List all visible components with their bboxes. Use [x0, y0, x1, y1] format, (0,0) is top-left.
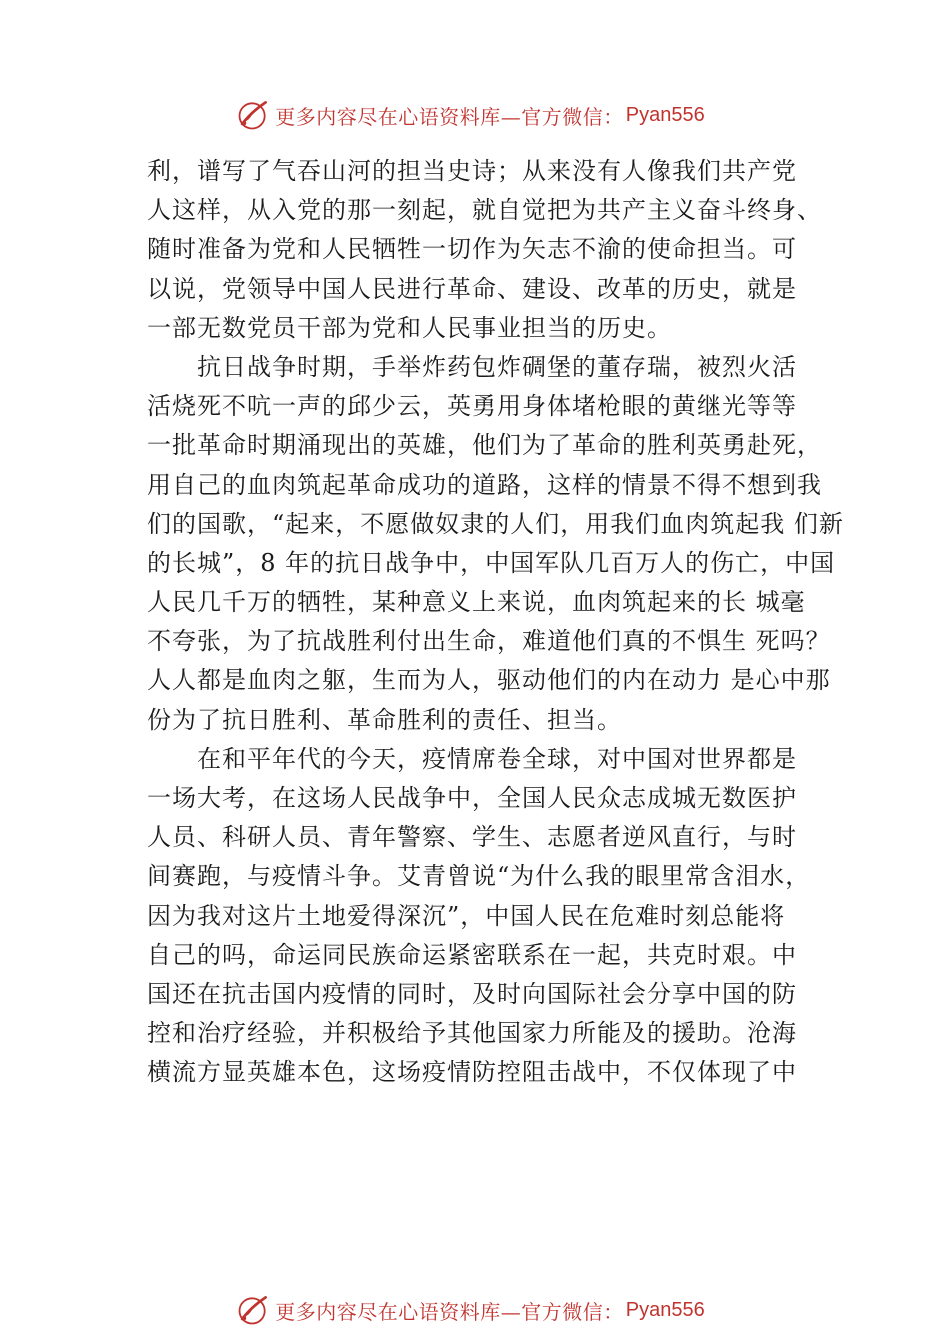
- paragraph-1: [147, 152, 847, 348]
- text-line: 不夸张，为了抗战胜利付出生命，难道他们真的不惧生 死吗？: [147, 627, 831, 656]
- text-line: 横流方显英雄本色，这场疫情防控阻击战中，不仅体现了中: [147, 1058, 797, 1087]
- text-line: 人这样，从入党的那一刻起，就自觉把为共产主义奋斗终身、: [147, 196, 822, 225]
- text-line: 人员、科研人员、青年警察、学生、志愿者逆风直行，与时: [147, 823, 797, 852]
- text-line: 国还在抗击国内疫情的同时，及时向国际社会分享中国的防: [147, 979, 797, 1008]
- text-line: 控和治疗经验，并积极给予其他国家力所能及的援助。沧海: [147, 1019, 797, 1048]
- text-line: 以说，党领导中国人民进行革命、建设、改革的历史，就是: [147, 274, 797, 303]
- text-line: 一部无数党员干部为党和人民事业担当的历史。: [147, 313, 672, 342]
- text-line: 一场大考，在这场人民战争中，全国人民众志成城无数医护: [147, 784, 797, 812]
- document-body: [147, 152, 847, 1093]
- text-line: 自己的吗，命运同民族命运紧密联系在一起，共克时艰。中: [147, 940, 797, 969]
- header-banner: [0, 95, 950, 135]
- paragraph-2: [147, 348, 847, 740]
- text-line: 一批革命时期涌现出的英雄，他们为了革命的胜利英勇赴死，: [147, 431, 822, 460]
- text-line: 的长城”，8 年的抗日战争中，中国军队几百万人的伤亡，中国: [147, 548, 836, 577]
- text-line: 们的国歌，“起来，不愿做奴隶的人们，用我们血肉筑起我 们新: [147, 509, 844, 538]
- brush-logo-icon: [235, 97, 271, 133]
- header-banner-text: 更多内容尽在心语资料库—官方微信：: [275, 104, 624, 129]
- text-line: 在和平年代的今天，疫情席卷全球，对中国对世界都是: [197, 744, 797, 773]
- text-line: 随时准备为党和人民牺牲一切作为矢志不渝的使命担当。可: [147, 235, 797, 264]
- text-line: 用自己的血肉筑起革命成功的道路，这样的情景不得不想到我: [147, 470, 822, 499]
- text-line: 利，谱写了气吞山河的担当史诗；从来没有人像我们共产党: [147, 157, 797, 185]
- text-line: 活烧死不吭一声的邱少云，英勇用身体堵枪眼的黄继光等等: [147, 392, 797, 421]
- footer-wechat-handle: Pyan556: [625, 1298, 705, 1321]
- brush-logo-icon: [235, 1292, 271, 1328]
- text-line: 人民几千万的牺牲，某种意义上来说，血肉筑起来的长 城毫: [147, 588, 806, 617]
- text-line: 人人都是血肉之躯，生而为人，驱动他们的内在动力 是心中那: [147, 666, 831, 695]
- footer-banner: [0, 1290, 950, 1330]
- footer-banner-text: 更多内容尽在心语资料库—官方微信：: [275, 1299, 624, 1324]
- text-line: 份为了抗日胜利、革命胜利的责任、担当。: [147, 705, 622, 734]
- text-line: 因为我对这片土地爱得深沉”，中国人民在危难时刻总能将: [147, 901, 786, 930]
- text-line: 抗日战争时期，手举炸药包炸碉堡的董存瑞，被烈火活: [197, 352, 797, 381]
- header-wechat-handle: Pyan556: [625, 103, 705, 126]
- text-line: 间赛跑，与疫情斗争。艾青曾说“为什么我的眼里常含泪水，: [147, 862, 811, 891]
- paragraph-3: [147, 740, 847, 1093]
